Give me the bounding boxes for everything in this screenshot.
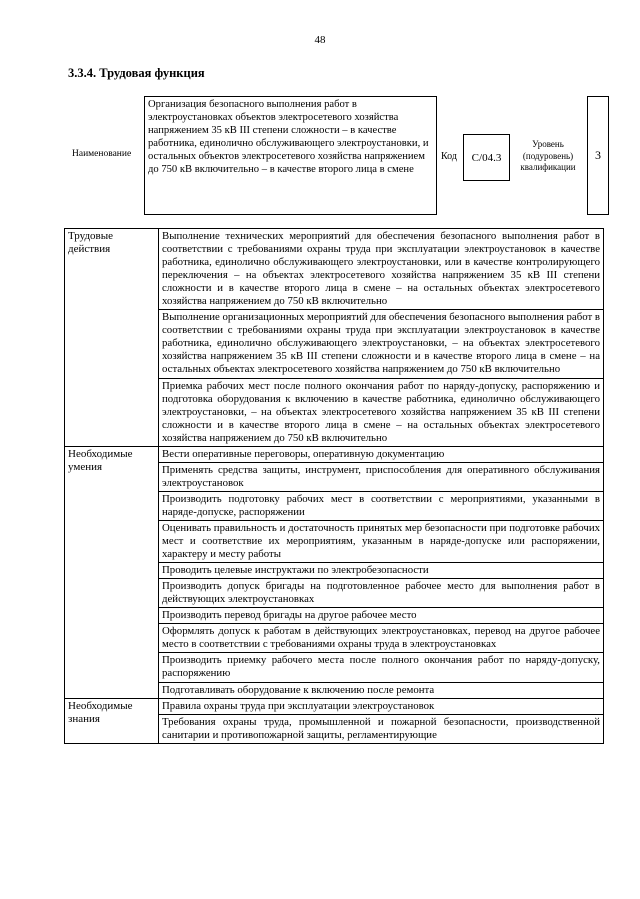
skill-cell: Производить допуск бригады на подготовленное рабочее место для выполнения работ в действующих электроустановках — [159, 579, 604, 608]
skill-cell: Вести оперативные переговоры, оперативную документацию — [159, 446, 604, 462]
page-number: 48 — [314, 34, 326, 46]
table-row — [65, 229, 604, 310]
action-cell: Выполнение технических мероприятий для обеспечения безопасного выполнения работ в соответствии с требованиями охраны труда при эксплуатации электроустановок в качестве работника, единолично обслуживающего электроустановки, или в качестве контролирующего переключения – на объектах электросетевого хозяйства напряжением 35 кВ III степени сложности и в качестве второго лица в смене – на остальных объектах электросетевого хозяйства напряжением до 750 кВ включительно — [159, 229, 604, 310]
code-label: Код — [441, 151, 457, 162]
level-label-line-1: Уровень — [532, 139, 564, 149]
section-title: 3.3.4. Трудовая функция — [68, 66, 205, 80]
skill-cell: Применять средства защиты, инструмент, приспособления для оперативного обслуживания электроустановок — [159, 462, 604, 491]
name-label: Наименование — [72, 149, 132, 159]
code-value: C/04.3 — [463, 134, 510, 181]
knowledge-label: Необходимые знания — [65, 698, 159, 743]
knowledge-cell: Правила охраны труда при эксплуатации электроустановок — [159, 698, 604, 714]
action-cell: Выполнение организационных мероприятий для обеспечения безопасного выполнения работ в соответствии с требованиями охраны труда при эксплуатации электроустановок в качестве работника, единолично обслуживающего электроустановки, – на объектах электросетевого хозяйства напряжением 35 кВ III степени сложности и в качестве второго лица в смене – на остальных объектах электросетевого хозяйства напряжением до 750 кВ включительно — [159, 310, 604, 378]
skills-label: Необходимые умения — [65, 446, 159, 698]
level-label — [516, 139, 580, 174]
level-label-line-2: (подуровень) — [522, 150, 574, 161]
knowledge-cell: Требования охраны труда, промышленной и пожарной безопасности, производственной санитарии и противопожарной защиты, регламентирующие — [159, 714, 604, 743]
function-name: Организация безопасного выполнения работ в электроустановках объектов электросетевого хозяйства напряжением 35 кВ III степени сложности – в качестве работника, единолично обслуживающего электроустановки, и остальных объектов электросетевого хозяйства напряжением до 750 кВ включительно – в качестве второго лица в смене — [144, 96, 437, 215]
level-value: 3 — [587, 96, 609, 215]
table-row — [65, 446, 604, 462]
level-label-line-3: квалификации — [520, 162, 576, 172]
skill-cell: Производить перевод бригады на другое рабочее место — [159, 608, 604, 624]
skill-cell: Оформлять допуск к работам в действующих электроустановках, перевод на другое рабочее место в соответствии с требованиями охраны труда в электроустановках — [159, 624, 604, 653]
table-row — [65, 698, 604, 714]
function-table — [64, 228, 604, 744]
skill-cell: Проводить целевые инструктажи по электробезопасности — [159, 563, 604, 579]
skill-cell: Производить подготовку рабочих мест в соответствии с мероприятиями, указанными в наряде-допуске, распоряжении — [159, 491, 604, 520]
skill-cell: Оценивать правильность и достаточность принятых мер безопасности при подготовке рабочих мест и соответствие их мероприятиям, указанным в наряде-допуске или распоряжении, характеру и месту работы — [159, 520, 604, 562]
actions-label: Трудовые действия — [65, 229, 159, 447]
skill-cell: Производить приемку рабочего места после полного окончания работ по наряду-допуску, распоряжению — [159, 653, 604, 682]
action-cell: Приемка рабочих мест после полного окончания работ по наряду-допуску, распоряжению и подготовка оборудования к включению в качестве работника, единолично обслуживающего электроустановки, – на объектах электросетевого хозяйства напряжением 35 кВ III степени сложности и в качестве второго лица в смене – на остальных объектах электросетевого хозяйства напряжением до 750 кВ включительно — [159, 378, 604, 446]
skill-cell: Подготавливать оборудование к включению после ремонта — [159, 682, 604, 698]
